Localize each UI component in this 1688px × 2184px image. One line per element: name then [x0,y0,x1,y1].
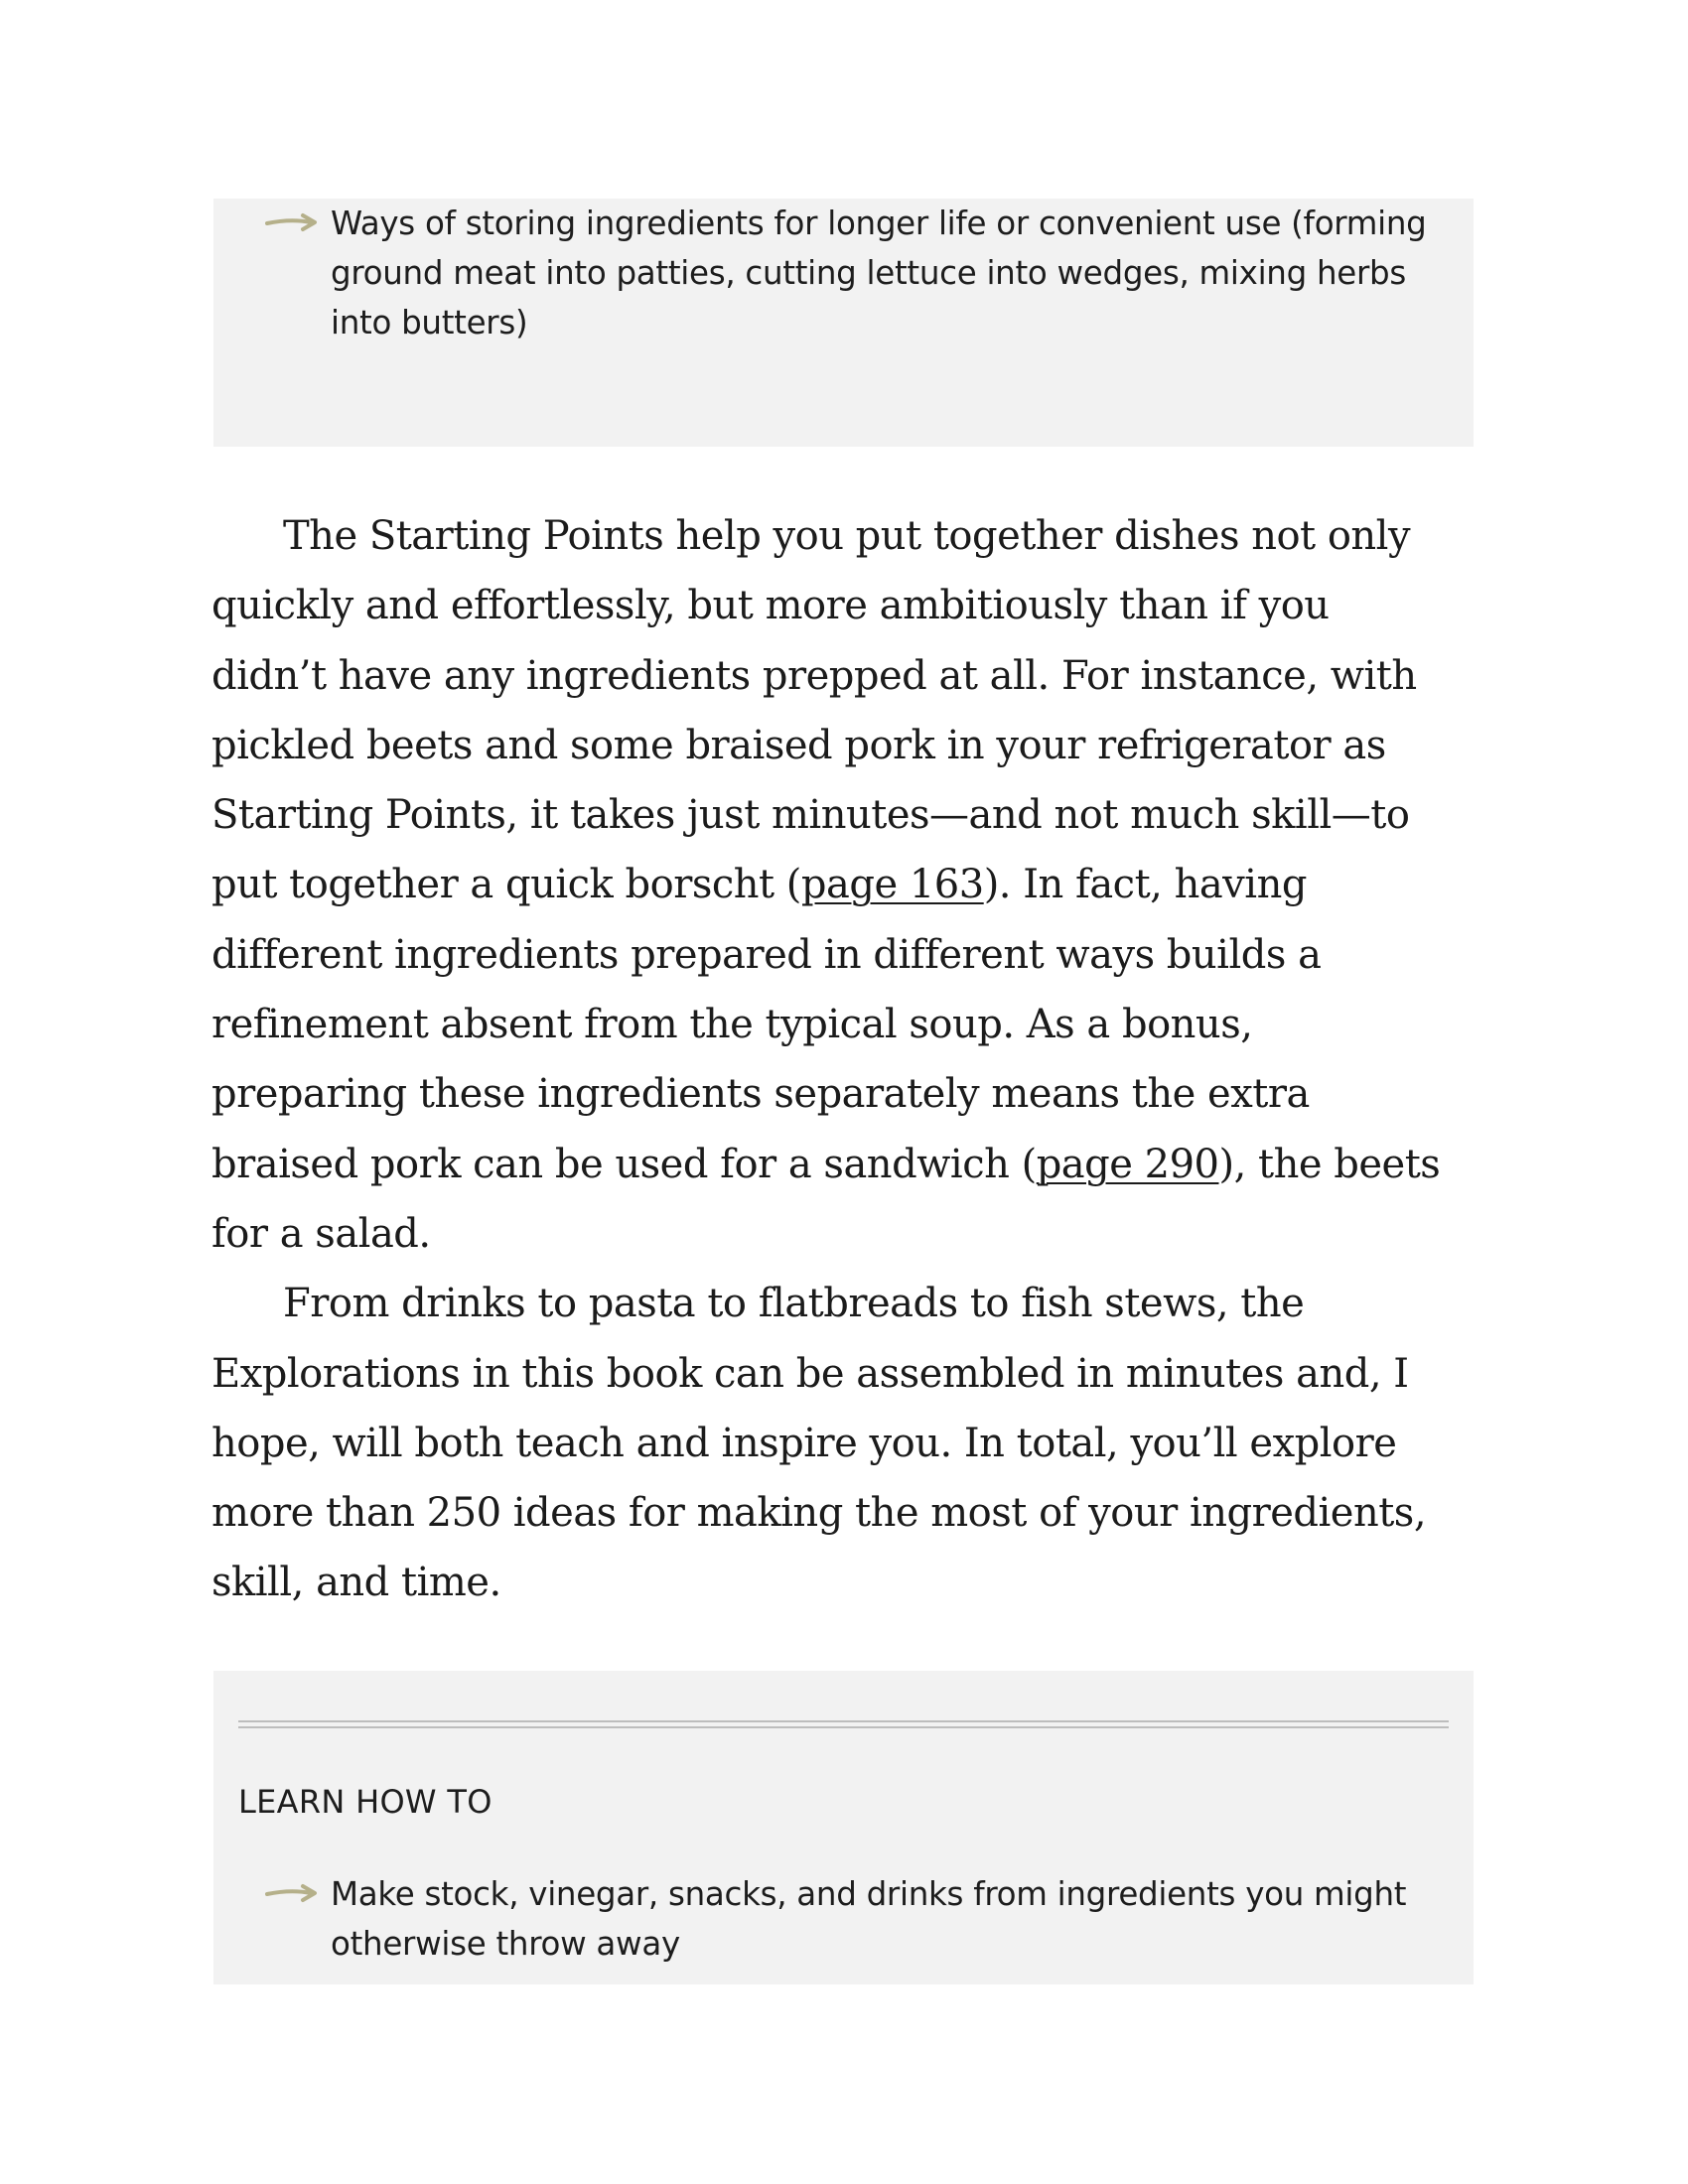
text-line: Explorations in this book can be assembled in minutes and, I [211,1350,1409,1397]
text-segment: ). In fact, having [983,862,1307,908]
text-segment: ), the beets [1218,1141,1441,1187]
text-line: quickly and effortlessly, but more ambitiously than if you [211,583,1330,629]
text-line: pickled beets and some braised pork in your refrigerator as [211,722,1386,768]
bullet-line: Make stock, vinegar, snacks, and drinks from ingredients you might [331,1875,1407,1913]
text-line [211,850,1502,919]
text-line: preparing these ingredients separately means the extra [211,1071,1310,1118]
page-link-290[interactable]: page 290 [1036,1141,1219,1187]
arrow-icon [265,1869,325,1919]
text-line: From drinks to pasta to flatbreads to fish stews, the [283,1281,1305,1327]
text-line: didn’t have any ingredients prepped at all. For instance, with [211,652,1417,699]
bullet-line: otherwise throw away [331,1925,680,1963]
text-line: refinement absent from the typical soup. As a bonus, [211,1002,1253,1048]
text-line: Starting Points, it takes just minutes—and not much skill—to [211,792,1410,839]
text-line: more than 250 ideas for making the most of your ingredients, [211,1490,1427,1537]
bullet-text [331,199,1427,347]
double-rule-divider [238,1720,1449,1728]
bullet-item [265,199,1434,347]
arrow-icon [265,199,325,248]
bullet-text [331,1869,1406,1969]
bullet-item [265,1869,1434,1969]
text-line: The Starting Points help you put together dishes not only [283,513,1411,559]
text-segment: put together a quick borscht ( [211,862,801,908]
text-line: skill, and time. [211,1560,501,1606]
text-segment: braised pork can be used for a sandwich ( [211,1141,1037,1187]
section-heading: LEARN HOW TO [238,1783,492,1821]
text-line: different ingredients prepared in different ways builds a [211,931,1322,978]
bullet-line: ground meat into patties, cutting lettuce into wedges, mixing herbs [331,254,1406,292]
text-line [211,1130,1502,1199]
sidebar-box-learn-how-to [213,1671,1474,1984]
sidebar-box-top [213,199,1474,447]
page-link-163[interactable]: page 163 [800,862,984,908]
body-text [211,501,1502,1618]
bullet-line: Ways of storing ingredients for longer life or convenient use (forming [331,205,1427,242]
bullet-line: into butters) [331,304,528,341]
text-line: for a salad. [211,1210,431,1257]
text-line: hope, will both teach and inspire you. In total, you’ll explore [211,1420,1397,1466]
